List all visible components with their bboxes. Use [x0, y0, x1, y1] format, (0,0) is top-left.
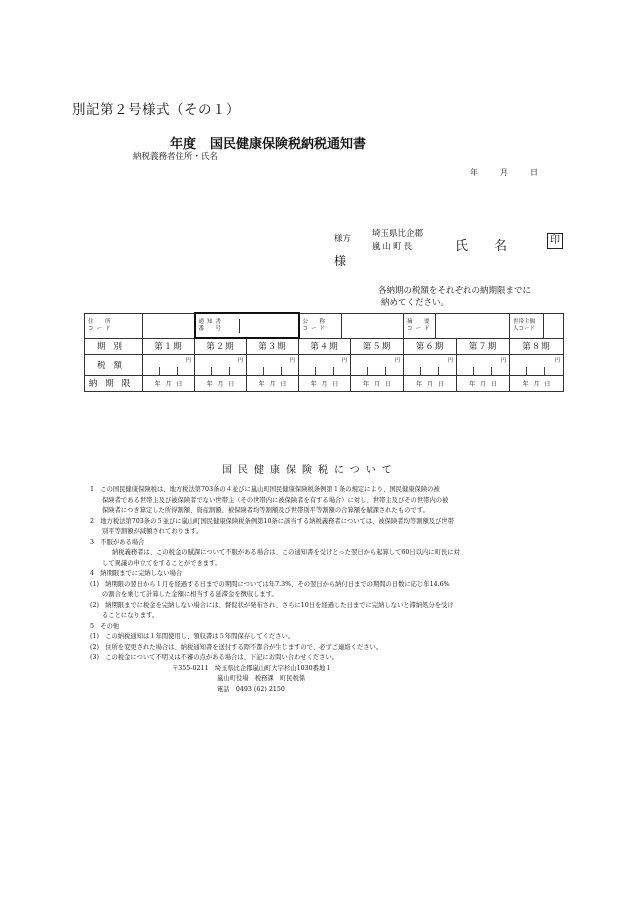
sama-label: 様: [334, 254, 347, 268]
sama-kata-label: 様方: [334, 234, 352, 244]
yen-unit: 円: [185, 357, 191, 364]
period-3: 第３期: [247, 338, 299, 354]
note-line: 4 納期限までに完納しない場合: [90, 570, 183, 577]
contact-block: [90, 664, 560, 696]
note-line: ることになります。: [102, 612, 159, 619]
amount-cell-2: [195, 354, 247, 375]
note-line: 保険者につき算定した所得割額、資産割額、被保険者均等割額及び世帯別平等割額の合算額を賦課されたものです。: [102, 507, 429, 514]
issue-date: [470, 167, 538, 178]
note-line: 1 この国民健康保険税は、地方税法第703条の４並びに嵐山町国民健康保険税条例第１条の規定により、国民健康保険の被: [90, 486, 440, 493]
note-line: 納税義務者は、この税金の賦課について不服がある場合は、この通知書を受けとった翌日から起算して60日以内に町長に対: [112, 549, 460, 556]
amount-cell-6: [404, 354, 457, 375]
due-date-1: 年 月 日: [143, 375, 195, 391]
amount-cell-1: [143, 354, 195, 375]
date-day: 日: [530, 168, 538, 177]
remarks-code-label: 摘 要 コード: [407, 314, 436, 338]
due-date-6: 年 月 日: [404, 375, 457, 391]
due-row-label: 納期限: [85, 375, 143, 391]
due-date-5: 年 月 日: [351, 375, 404, 391]
about-title: 国民健康保険税について: [222, 465, 398, 476]
period-1: 第１期: [143, 338, 195, 354]
due-date-7: 年 月 日: [457, 375, 510, 391]
instruction-line-2: 納めてください。: [381, 298, 450, 308]
period-2: 第２期: [195, 338, 247, 354]
period-row-label: 期別: [85, 338, 143, 354]
period-4: 第４期: [299, 338, 351, 354]
contact-address: 〒355-0211 埼玉県比企郡嵐山町大字杉山1030番地１: [172, 664, 332, 672]
yen-unit: 円: [341, 357, 347, 364]
date-year: 年: [470, 168, 478, 177]
notice-title-text: 国民健康保険税納税通知書: [210, 137, 367, 152]
address-code-label: 住 所 コード: [85, 313, 143, 338]
addressee-label: 納税義務者住所・氏名: [133, 152, 219, 162]
period-6: 第６期: [404, 338, 457, 354]
notice-number-label: 通知書 番 号: [199, 319, 240, 333]
yen-unit: 円: [447, 357, 453, 364]
public-code-label: 公 称 コード: [303, 314, 342, 338]
seal-stamp: 印: [547, 233, 563, 249]
issuer-name: 氏 名: [455, 239, 508, 254]
tax-table: [84, 312, 564, 392]
period-row: [85, 338, 564, 354]
yen-unit: 円: [394, 357, 400, 364]
instruction-line-1: 各納期の税額をそれぞれの納期限までに: [378, 286, 532, 296]
note-line: 2 地方税法第703条の５並びに嵐山町国民健康保険税条例第10条に該当する納税義務者については、被保険者均等割額及び世帯: [90, 517, 454, 525]
public-code-box: [299, 313, 404, 338]
note-line: (1) 納期限の翌日から１月を経過する日までの期間については年7.3%、その翌日から納付日までの期間の日数に応じ年14.6%: [90, 580, 450, 588]
yen-unit: 円: [289, 357, 295, 364]
amount-cell-8: [510, 354, 564, 375]
due-date-4: 年 月 日: [299, 375, 351, 391]
amount-cell-3: [247, 354, 299, 375]
yen-unit: 円: [237, 357, 243, 364]
householder-code-label: 世帯主個 人コード: [513, 314, 544, 338]
note-line: (2) 納期限までに税金を完納しない場合には、督促状が発布され、さらに10日を経過した日までに完納しないと滞納処分を受け: [90, 601, 454, 609]
note-line: 保険者である世帯主及び被保険者でない世帯主（その世帯内に被保険者を有する場合）に対し、世帯主及びその世帯内の被: [102, 496, 449, 504]
due-date-2: 年 月 日: [195, 375, 247, 391]
form-label: 別記第２号様式（その１）: [72, 102, 240, 118]
amount-cell-5: [351, 354, 404, 375]
note-line: (1) この納税通知は１年間使用し、領収書は５年間保存してください。: [90, 633, 295, 640]
note-line: (3) この税金について不明又は不審の点がある場合は、下記にお問い合わせください。: [90, 654, 339, 661]
period-7: 第７期: [457, 338, 510, 354]
contact-office: 嵐山町役場 税務課 町民税係: [217, 675, 306, 682]
note-line: 5 その他: [90, 622, 120, 630]
due-row: [85, 375, 564, 391]
period-5: 第５期: [351, 338, 404, 354]
amount-cell-4: [299, 354, 351, 375]
remarks-code-box: [404, 313, 510, 338]
issuer-mayor: 嵐山町長: [372, 242, 415, 252]
date-month: 月: [500, 168, 508, 177]
notes-section: [90, 485, 560, 695]
address-code-value: [143, 313, 195, 338]
fiscal-year-label: 年度: [170, 137, 197, 152]
note-line: 別平等割額が減額されております。: [102, 528, 203, 535]
note-line: の割合を乗じて計算した金額に相当する延滞金を徴収します。: [102, 591, 278, 598]
contact-phone: 電話 0493 (62) 2150: [217, 685, 285, 693]
issuer-prefecture: 埼玉県比企郡: [372, 229, 424, 239]
notice-number-box: [195, 313, 299, 338]
amount-row-label: 税額: [85, 354, 143, 375]
note-line: (2) 住所を変更された場合は、納税通知書を送付する際不都合が生じますので、必ずご連絡ください。: [90, 643, 383, 651]
yen-unit: 円: [554, 357, 560, 364]
due-date-8: 年 月 日: [510, 375, 564, 391]
due-date-3: 年 月 日: [247, 375, 299, 391]
amount-cell-7: [457, 354, 510, 375]
amount-row: [85, 354, 564, 375]
note-line: 3 不服がある場合: [90, 538, 145, 546]
yen-unit: 円: [500, 357, 506, 364]
period-8: 第８期: [510, 338, 564, 354]
header-code-row: [85, 313, 564, 338]
note-line: して異議の申立てをすることができます。: [102, 559, 222, 567]
householder-code-box: [510, 313, 564, 338]
